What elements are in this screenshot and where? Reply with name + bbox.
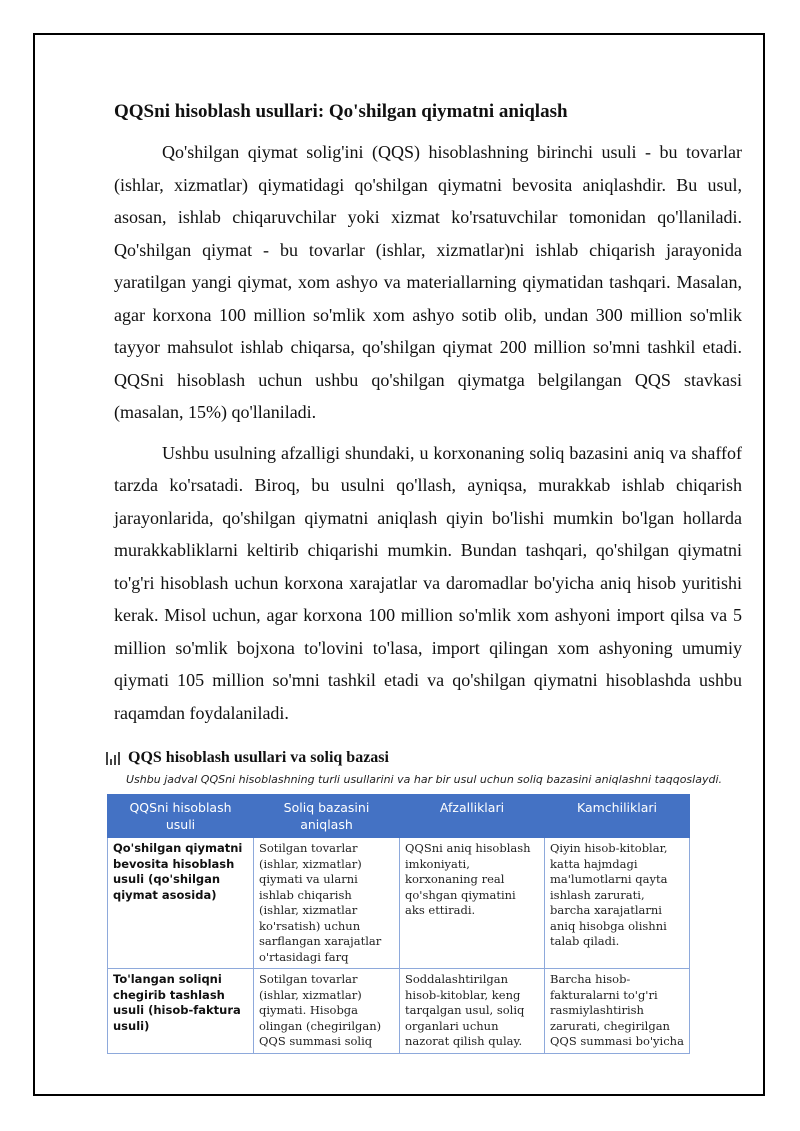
bar-chart-icon [106,752,120,765]
table-cell [254,969,400,1054]
paragraph-2: Ushbu usulning afzalligi shundaki, u korxonaning soliq bazasini aniq va shaffof tarzda ko'rsatadi. Biroq, bu usulni qo'llash, ayniqsa, murakkab ishlab chiqarish jarayonlarida, qo'shilgan qiymatni aniqlash qiyin bo'lishi mumkin bo'lgan hollarda murakkabliklarni keltirib chiqarishi mumkin. Bundan tashqari, qo'shilgan qiymatni to'g'ri hisoblash uchun korxona xarajatlar va daromadlar bo'yicha aniq hisob yuritishi kerak. Misol uchun, agar korxona 100 million so'mlik xom ashyoni import qilsa va 5 million so'mlik bojxona to'lovini to'lasa, import qilingan xom ashyoning umumiy qiymati 105 million so'mni tashkil etadi va qo'shilgan qiymatni hisoblashda ushbu raqamdan foydalaniladi. [114,442,742,723]
cell-text: Qiyin hisob-kitoblar, katta hajmdagi ma'lumotlarni qayta ishlash zarurati, barcha xarajatlarni aniq hisobga olishni talab qiladi. [550,841,668,948]
table-title [106,749,742,767]
table-row [108,838,690,969]
column-header: Soliq bazasini aniqlash [254,795,400,838]
cell-text: Sotilgan tovarlar (ishlar, xizmatlar) qiymati va ularni ishlab chiqarish (ishlar, xizmatlar ko'rsatish) uchun sarflangan xarajatlar o'rtasidagi farq [259,841,382,964]
table-cell [400,838,545,969]
document-body [114,100,742,1054]
cell-text: QQSni aniq hisoblash imkoniyati, korxonaning real qo'shgan qiymatini aks ettiradi. [405,841,531,917]
table-cell [108,838,254,969]
table-cell [400,969,545,1054]
table-cell [545,838,690,969]
section-heading: QQSni hisoblash usullari: Qo'shilgan qiymatni aniqlash [114,101,568,122]
cell-text: Soddalashtirilgan hisob-kitoblar, keng tarqalgan usul, soliq organlari uchun nazorat qilish qulay. [405,972,525,1048]
table-caption: Ushbu jadval QQSni hisoblashning turli usullarini va har bir usul uchun soliq bazasini aniqlashni taqqoslaydi. [126,773,722,786]
cell-text: Sotilgan tovarlar (ishlar, xizmatlar) qiymati. Hisobga olingan (chegirilgan) QQS summasi soliq [259,972,382,1048]
paragraph-1: Qo'shilgan qiymat solig'ini (QQS) hisoblashning birinchi usuli - bu tovarlar (ishlar, xizmatlar) qiymatidagi qo'shilgan qiymatni bevosita aniqlashdir. Bu usul, asosan, ishlab chiqaruvchilar yoki xizmat ko'rsatuvchilar tomonidan qo'llaniladi. Qo'shilgan qiymat - bu tovarlar (ishlar, xizmatlar)ni ishlab chiqarish jarayonida yaratilgan yangi qiymat, xom ashyo va materiallarning qiymatidan tashqari. Masalan, agar korxona 100 million so'mlik xom ashyo sotib olib, undan 300 million so'mlik tayyor mahsulot ishlab chiqarsa, qo'shilgan qiymat 200 million so'mni tashkil etadi. QQSni hisoblash uchun ushbu qo'shilgan qiymatga belgilangan QQS stavkasi (masalan, 15%) qo'llaniladi. [114,142,742,422]
cell-text: Barcha hisob-fakturalarni to'g'ri rasmiylashtirish zarurati, chegirilgan QQS summasi bo'yicha [550,972,684,1048]
column-header: Afzalliklari [400,795,545,838]
table-title-text: QQS hisoblash usullari va soliq bazasi [128,749,389,766]
table-cell [545,969,690,1054]
table-cell [254,838,400,969]
table-header-row [108,795,690,838]
cell-text: To'langan soliqni chegirib tashlash usuli (hisob-faktura usuli) [113,972,241,1033]
cell-text: Qo'shilgan qiymatni bevosita hisoblash usuli (qo'shilgan qiymat asosida) [113,841,243,902]
column-header: QQSni hisoblash usuli [108,795,254,838]
column-header: Kamchiliklari [545,795,690,838]
table-row [108,969,690,1054]
comparison-table [107,794,690,1054]
table-cell [108,969,254,1054]
